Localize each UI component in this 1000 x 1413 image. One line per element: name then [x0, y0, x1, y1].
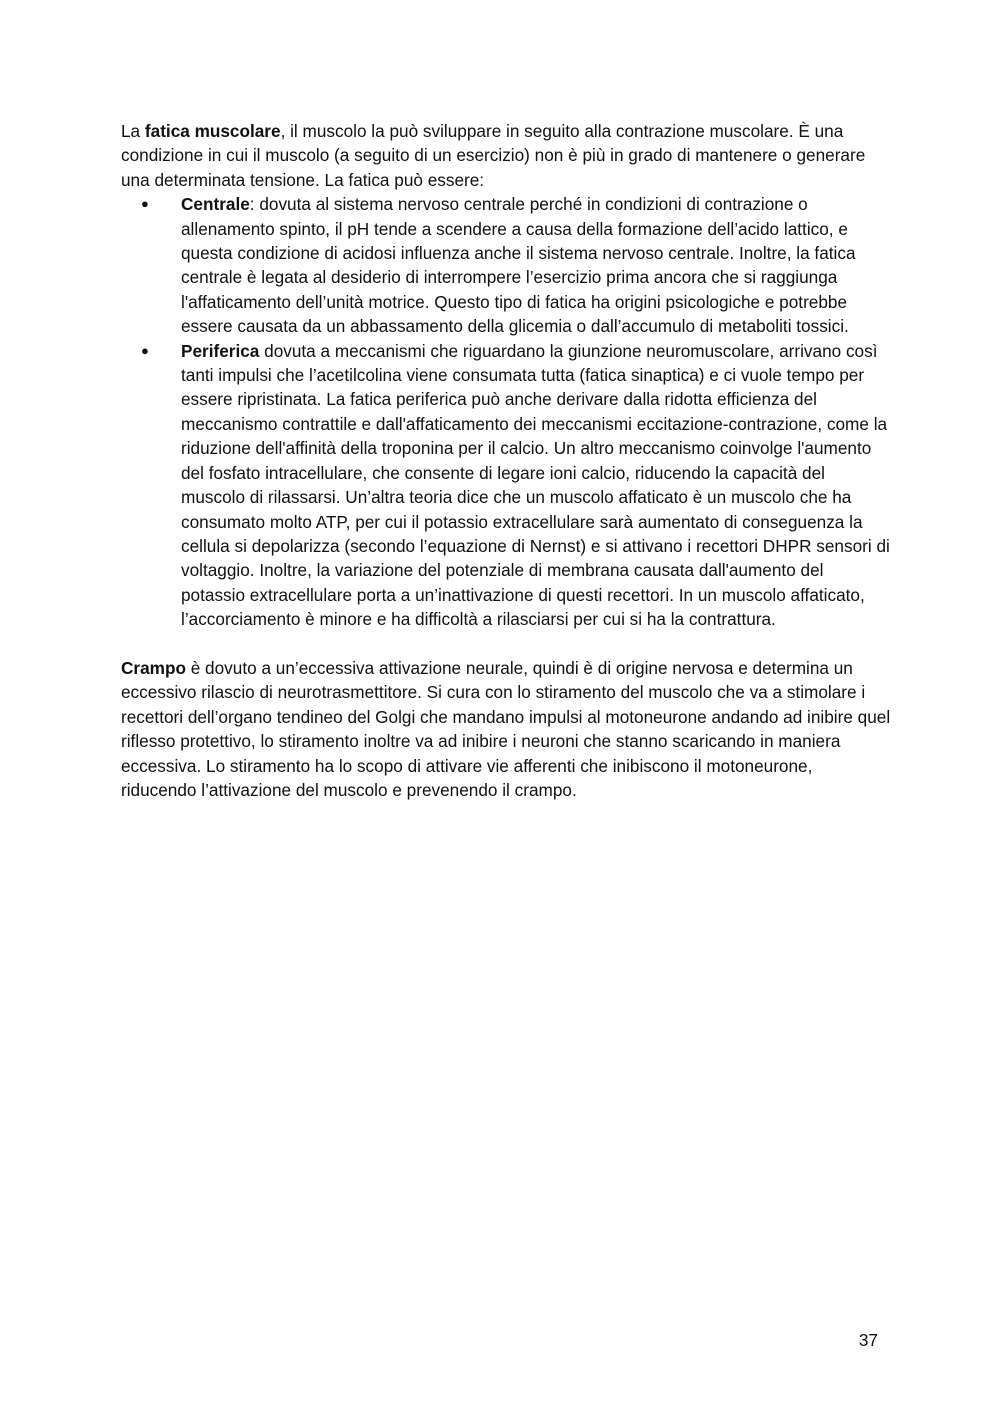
- bullet-icon: ●: [141, 342, 149, 358]
- bullet-icon: ●: [141, 196, 149, 212]
- intro-paragraph: [121, 119, 891, 192]
- fatigue-types-list: [121, 192, 891, 631]
- list-item-text: dovuta a meccanismi che riguardano la giunzione neuromuscolare, arrivano così tanti impulsi che l’acetilcolina viene consumata tutta (fatica sinaptica) e ci vuole tempo per essere ripristinata. La fatica periferica può anche derivare dalla ridotta efficienza del meccanismo contrattile e dall'affaticamento dei meccanismi eccitazione-contrazione, come la riduzione dell'affinità della troponina per il calcio. Un altro meccanismo coinvolge l'aumento del fosfato intracellulare, che consente di legare ioni calcio, riducendo la capacità del muscolo di rilassarsi. Un’altra teoria dice che un muscolo affaticato è un muscolo che ha consumato molto ATP, per cui il potassio extracellulare sarà aumentato di conseguenza la cellula si depolarizza (secondo l’equazione di Nernst) e si attivano i recettori DHPR sensori di voltaggio. Inoltre, la variazione del potenziale di membrana causata dall'aumento del potassio extracellulare porta a un’inattivazione di questi recettori. In un muscolo affaticato, l’accorciamento è minore e ha difficoltà a rilasciarsi per cui si ha la contrattura.: [181, 340, 890, 630]
- crampo-text: è dovuto a un’eccessiva attivazione neurale, quindi è di origine nervosa e determina un eccessivo rilascio di neurotrasmettitore. Si cura con lo stiramento del muscolo che va a stimolare i recettori dell’organo tendineo del Golgi che mandano impulsi al motoneurone andando ad inibire quel riflesso protettivo, lo stiramento inoltre va ad inibire i neuroni che stanno scaricando in maniera eccessiva. Lo stiramento ha lo scopo di attivare vie afferenti che inibiscono il motoneurone, riducendo l’attivazione del muscolo e prevenendo il crampo.: [121, 657, 891, 800]
- intro-bold-term: fatica muscolare: [144, 121, 281, 141]
- crampo-bold-term: Crampo: [121, 657, 186, 678]
- list-item-centrale: [121, 192, 891, 338]
- list-item-text: : dovuta al sistema nervoso centrale perché in condizioni di contrazione o allenamento spinto, il pH tende a scendere a causa della formazione dell’acido lattico, e questa condizione di acidosi influenza anche il sistema nervoso centrale. Inoltre, la fatica centrale è legata al desiderio di interrompere l’esercizio prima ancora che si raggiunga l'affaticamento dell’unità motrice. Questo tipo di fatica ha origini psicologiche e potrebbe essere causata da un abbassamento della glicemia o dall’accumulo di metaboliti tossici.: [181, 194, 856, 337]
- list-item-term: Periferica: [181, 340, 260, 361]
- intro-text: , il muscolo la può sviluppare in seguito alla contrazione muscolare. È una condizione in cui il muscolo (a seguito di un esercizio) non è più in grado di mantenere o generare una determinata tensione. La fatica può essere:: [121, 121, 866, 190]
- page-number: 37: [858, 1330, 878, 1350]
- intro-prefix: La: [121, 121, 145, 141]
- list-item-periferica: [121, 339, 891, 632]
- crampo-paragraph: [121, 656, 891, 802]
- document-body: [121, 119, 891, 802]
- list-item-term: Centrale: [181, 194, 250, 215]
